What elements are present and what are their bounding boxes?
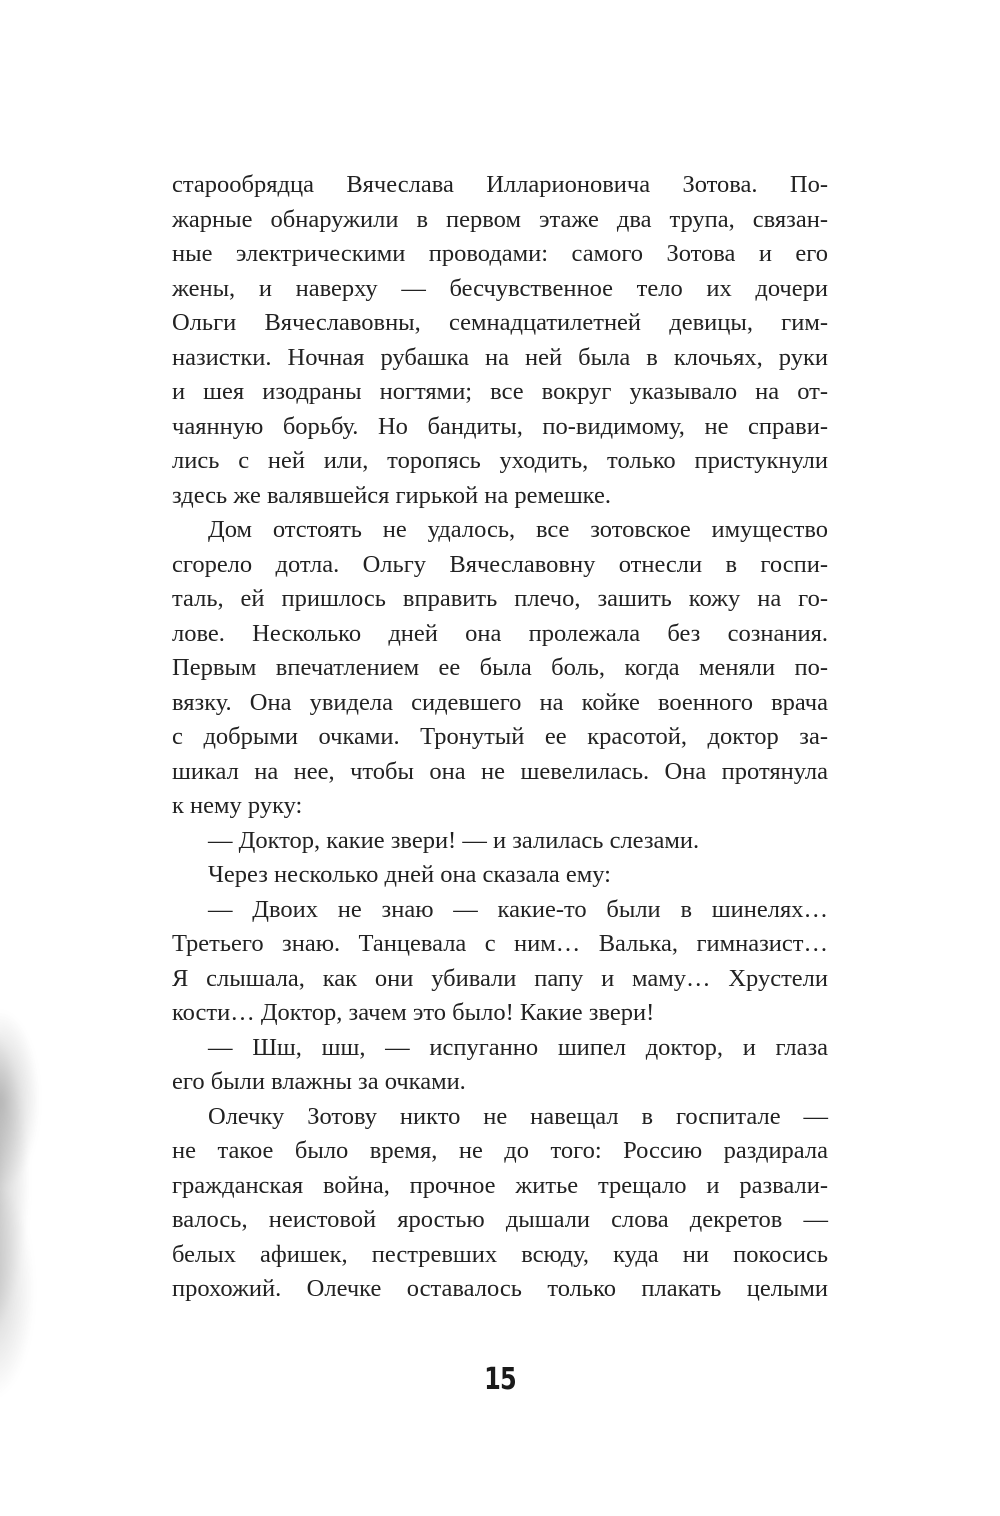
text-line: кости… Доктор, зачем это было! Какие звери! — [172, 999, 655, 1026]
text-line: гражданская война, прочное житье трещало и развали- — [172, 1171, 828, 1199]
text-line: старообрядца Вячеслава Илларионовича Зотова. По- — [172, 171, 828, 198]
page-number: 15 — [484, 1362, 516, 1397]
ink-smudge-decoration — [0, 250, 30, 530]
text-line: не такое было время, не до того: Россию раздирала — [172, 1137, 828, 1164]
text-line: Через несколько дней она сказала ему: — [208, 861, 611, 888]
text-line: шикал на нее, чтобы она не шевелилась. Она протянула — [172, 757, 828, 785]
text-line: здесь же валявшейся гирькой на ремешке. — [172, 481, 611, 509]
text-line: белых афишек, пестревших всюду, куда ни покосись — [172, 1240, 828, 1268]
body-text — [172, 168, 828, 1307]
text-line: к нему руку: — [172, 792, 303, 819]
text-line: вязку. Она увидела сидевшего на койке военного врача — [172, 688, 828, 716]
paragraph — [172, 1100, 828, 1307]
text-line: сгорело дотла. Ольгу Вячеславовну отнесли в госпи- — [172, 550, 828, 578]
ink-smudge-decoration — [0, 980, 90, 1400]
text-line: Первым впечатлением ее была боль, когда меняли по- — [172, 654, 828, 681]
text-line: Я слышала, как они убивали папу и маму… Хрустели — [172, 964, 828, 992]
text-line: и шея изодраны ногтями; все вокруг указывало на от- — [172, 378, 828, 405]
text-line: жарные обнаружили в первом этаже два трупа, связан- — [172, 205, 828, 233]
text-line: ные электрическими проводами: самого Зотова и его — [172, 240, 828, 267]
paragraph — [172, 824, 828, 859]
paragraph — [172, 858, 828, 893]
text-line: лове. Несколько дней она пролежала без сознания. — [172, 619, 828, 647]
paragraph — [172, 1031, 828, 1100]
text-line: его были влажны за очками. — [172, 1068, 466, 1095]
text-line: прохожий. Олечке оставалось только плакать целыми — [172, 1275, 828, 1302]
text-line: таль, ей пришлось вправить плечо, зашить кожу на го- — [172, 585, 828, 612]
text-line: — Доктор, какие звери! — и залилась слезами. — [208, 826, 700, 854]
text-line: чаянную борьбу. Но бандиты, по-видимому, не справи- — [172, 412, 828, 440]
paragraph — [172, 168, 828, 513]
paragraph — [172, 893, 828, 1031]
text-line: валось, неистовой яростью дышали слова декретов — — [172, 1206, 828, 1233]
text-line: Олечку Зотову никто не навещал в госпитале — — [208, 1102, 828, 1130]
text-line: жены, и наверху — бесчувственное тело их дочери — [172, 274, 828, 302]
text-line: лись с ней или, торопясь уходить, только пристукнули — [172, 447, 828, 474]
text-line: — Шш, шш, — испуганно шипел доктор, и глаза — [208, 1033, 828, 1061]
text-line: Третьего знаю. Танцевала с ним… Валька, гимназист… — [172, 930, 828, 957]
text-line: Дом отстоять не удалось, все зотовское имущество — [208, 516, 828, 543]
text-line: Ольги Вячеславовны, семнадцатилетней девицы, гим- — [172, 309, 828, 336]
paragraph — [172, 513, 828, 824]
text-line: — Двоих не знаю — какие-то были в шинелях… — [208, 895, 828, 923]
text-line: назистки. Ночная рубашка на ней была в клочьях, руки — [172, 343, 828, 371]
text-line: с добрыми очками. Тронутый ее красотой, доктор за- — [172, 723, 828, 750]
